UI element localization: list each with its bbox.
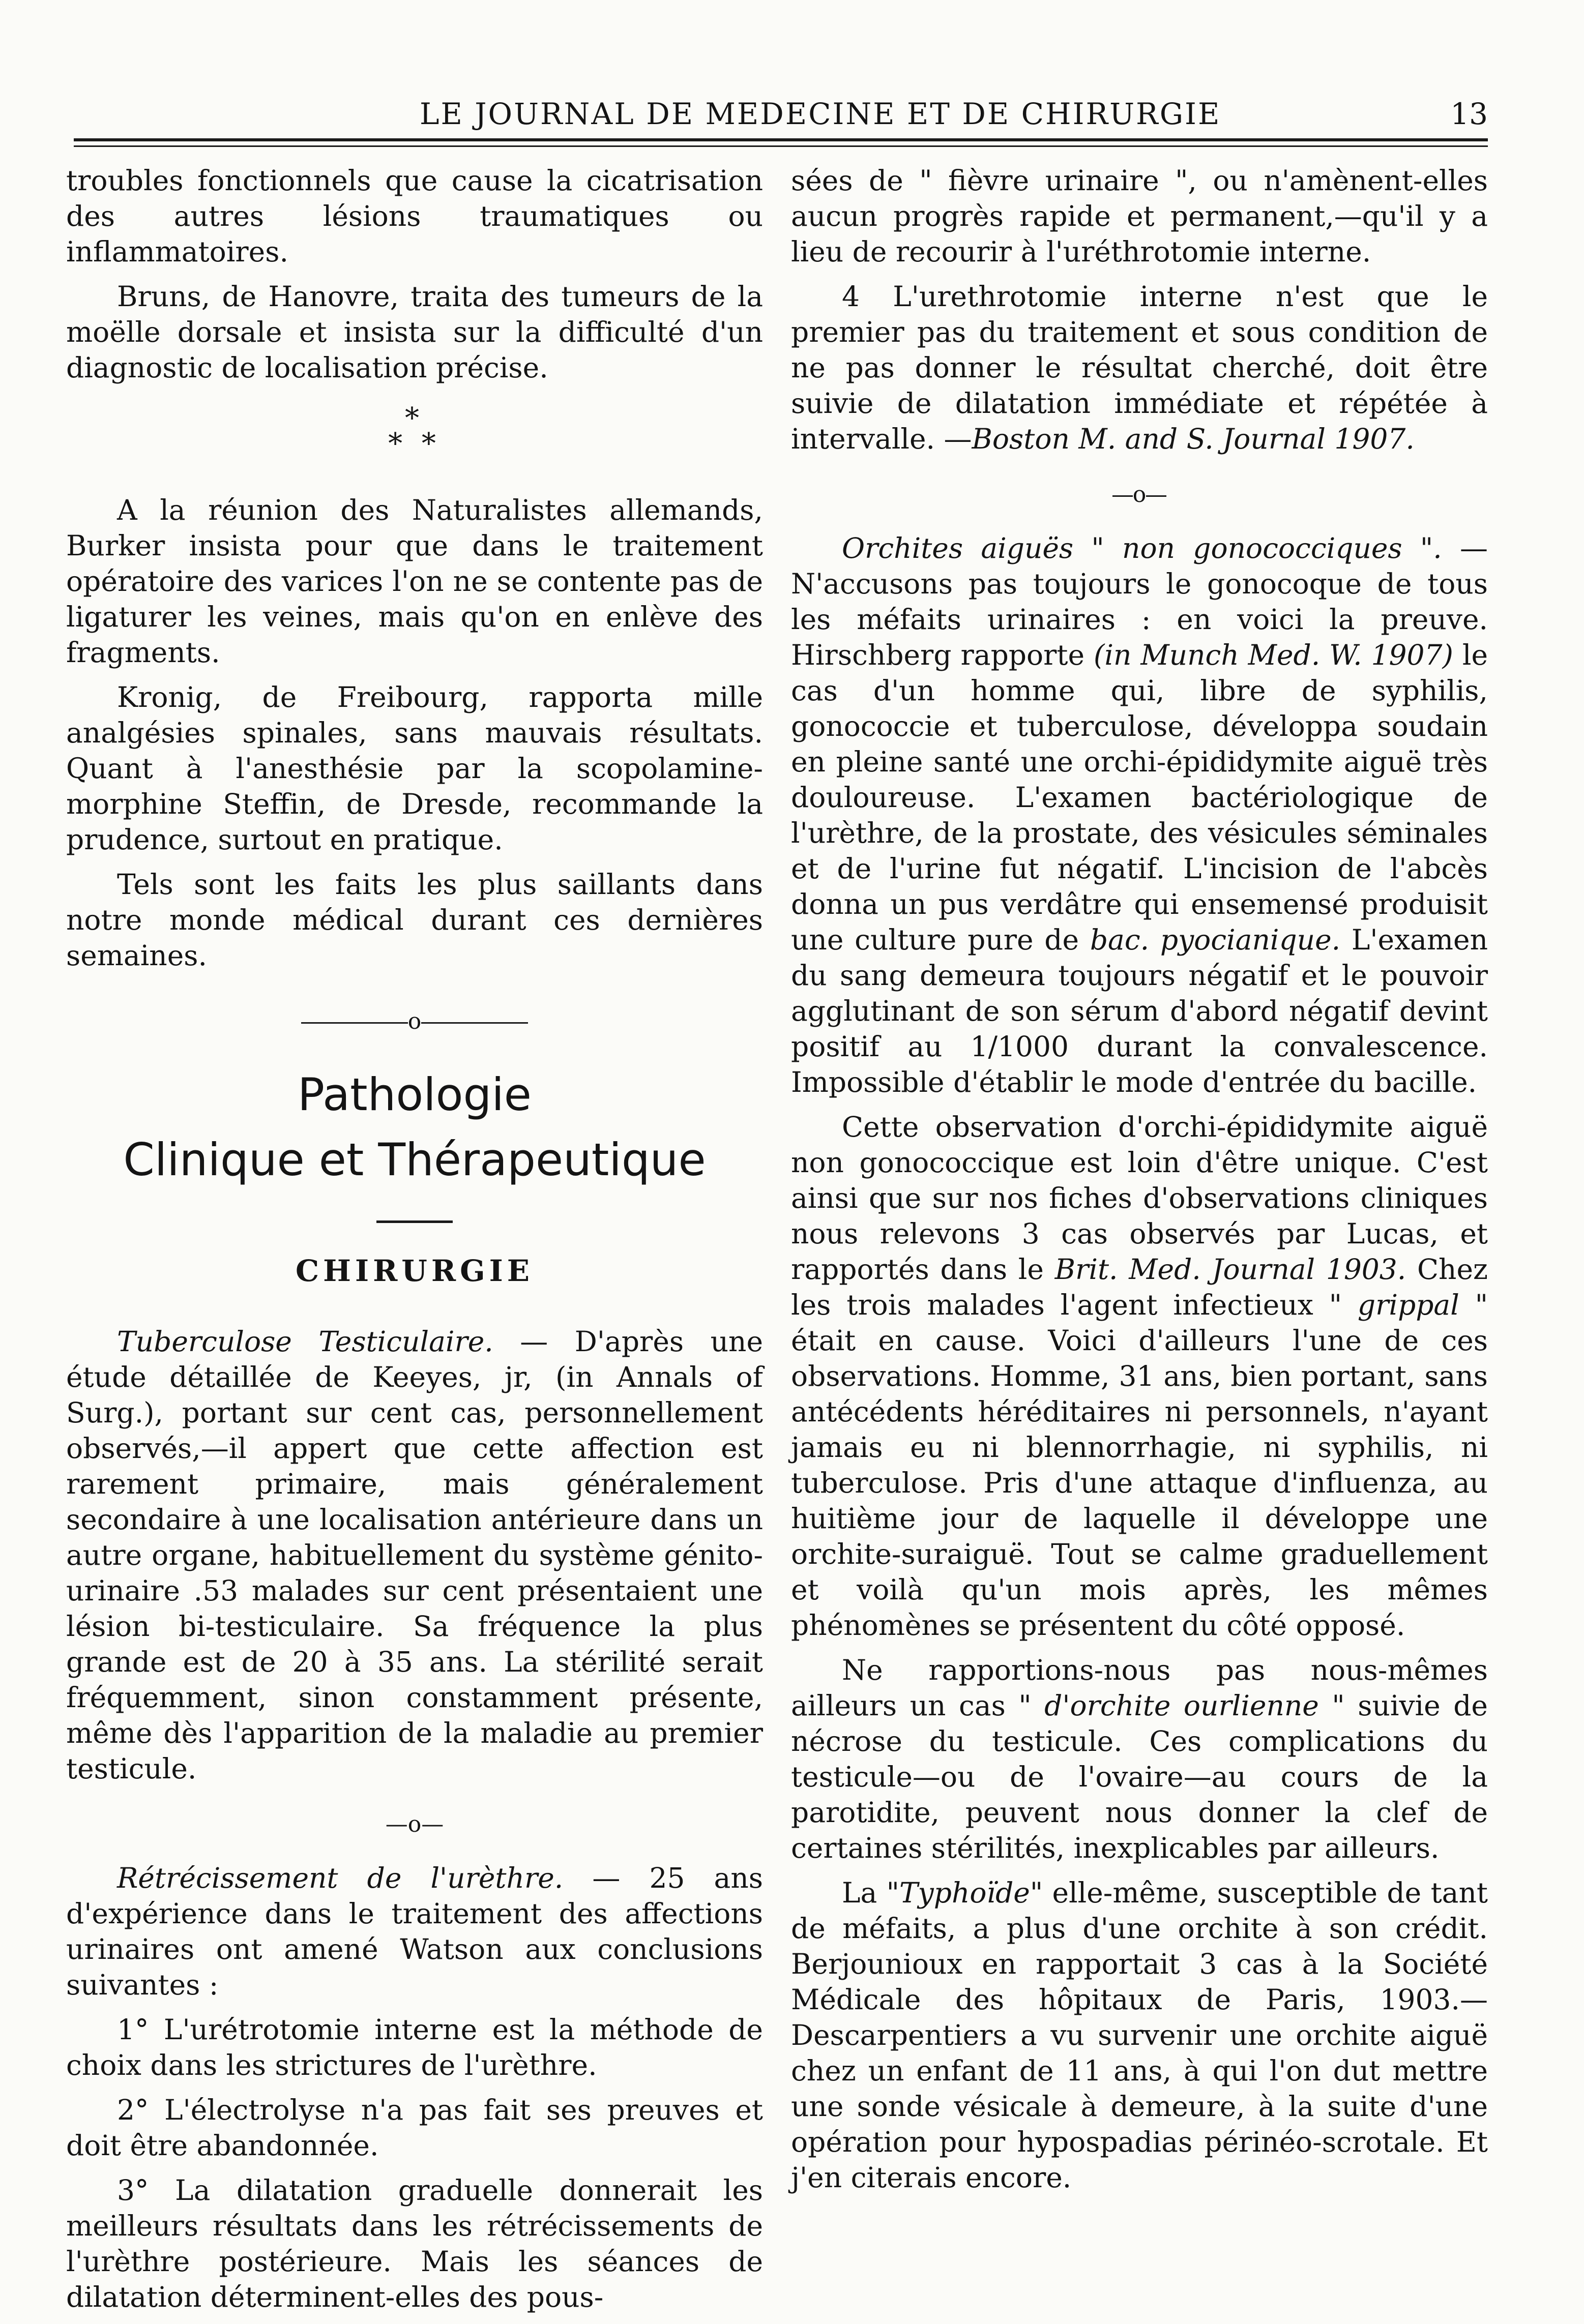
paragraph-text: " suivie de nécrose du testicule. Ces complications du testicule—ou de l'ovaire—au cours de la parotidite, peuvent nous donner la clef de certaines stérilités, inexplicables par ailleurs. bbox=[791, 1689, 1488, 1864]
list-item: 3° La dilatation graduelle donnerait les meilleurs résultats dans les rétrécissements de l'urèthre postérieure. Mais les séances de dilatation déterminent-elles des pous- bbox=[66, 2174, 763, 2313]
list-item bbox=[791, 279, 1488, 457]
paragraph-kronig: Kronig, de Freibourg, rapporta mille analgésies spinales, sans mauvais résultats. Quant à l'anesthésie par la scopolamine-morphine Steffin, de Dresde, recommande la prudence, surtout en pratique. bbox=[66, 681, 763, 856]
italic-term: d'orchite ourlienne bbox=[1044, 1689, 1319, 1722]
paragraph-text: " elle-même, susceptible de tant de méfaits, a plus d'une orchite à son crédit. Berjounioux en rapportait 3 cas à la Société Médicale des hôpitaux de Paris, 1903.—Descarpentiers a vu survenir une orchite aiguë chez un enfant de 11 ans, à qui l'on dut mettre une sonde vésicale à demeure, à la suite d'une opération pour hypospadias périnéo-scrotale. Et j'en citerais encore. bbox=[791, 1876, 1488, 2194]
paragraph-typhoide bbox=[791, 1875, 1488, 2195]
article-text: le cas d'un homme qui, libre de syphilis, gonococcie et tuberculose, développa soudain en pleine santé une orchi-épididymite aiguë très douloureuse. L'examen bactériologique de l'urèthre, de la prostate, des vésicules séminales et de l'urine fut négatif. L'incision de l'abcès donna un pus verdâtre qui ensemensé produisit une culture pure de bbox=[791, 639, 1488, 956]
article-tuberculose bbox=[66, 1324, 763, 1786]
list-item: 2° L'électrolyse n'a pas fait ses preuves et doit être abandonnée. bbox=[66, 2094, 763, 2162]
asterism-top: * bbox=[405, 402, 424, 435]
paragraph-continued: troubles fonctionnels que cause la cicatrisation des autres lésions traumatiques ou inflammatoires. bbox=[66, 164, 763, 268]
header-rule-thin bbox=[74, 145, 1488, 147]
separator-mark: o bbox=[1132, 482, 1147, 508]
paragraph-continued: sées de " fièvre urinaire ", ou n'amènent-elles aucun progrès rapide et permanent,—qu'il y a lieu de recourir à l'uréthrotomie interne. bbox=[791, 164, 1488, 268]
separator-line-right bbox=[421, 1022, 528, 1024]
list-item: 1° L'urétrotomie interne est la méthode de choix dans les strictures de l'urèthre. bbox=[66, 2013, 763, 2081]
article-separator bbox=[791, 482, 1488, 508]
separator-line-left bbox=[301, 1022, 408, 1024]
section-separator bbox=[66, 1009, 763, 1034]
subsection-heading: CHIRURGIE bbox=[296, 1254, 534, 1288]
article-heading: Orchites aiguës " non gonococciques ". bbox=[842, 532, 1442, 564]
citation: Boston M. and S. Journal 1907. bbox=[972, 423, 1415, 455]
right-column bbox=[791, 163, 1488, 2204]
paragraph-burker: A la réunion des Naturalistes allemands, Burker insista pour que dans le traitement opératoire des varices l'on ne se contente pas de ligaturer les veines, mais qu'on en enlève des fragments. bbox=[66, 494, 763, 669]
section-title-line-2: Clinique et Thérapeutique bbox=[123, 1134, 706, 1186]
title-rule bbox=[376, 1220, 453, 1223]
separator-line-right bbox=[1146, 495, 1166, 497]
article-heading: Rétrécissement de l'urèthre. bbox=[117, 1862, 564, 1894]
asterism-bottom: * * bbox=[388, 427, 441, 460]
paragraph-conclusion: Tels sont les faits les plus saillants dans notre monde médical durant ces dernières semaines. bbox=[66, 868, 763, 972]
article-text: —N'accusons pas toujours le gonocoque de tous les méfaits urinaires : en voici la preuve. Hirschberg rapporte bbox=[791, 532, 1488, 671]
paragraph-text: " était en cause. Voici d'ailleurs l'une de ces observations. Homme, 31 ans, bien portant, sans antécédents héréditaires ni personnels, n'ayant jamais eu ni blennorrhagie, ni syphilis, ni tuberculose. Pris d'une attaque d'influenza, au huitième jour de laquelle il développe une orchite-suraiguë. Tout se calme graduellement et voilà qu'un mois après, les mêmes phénomènes se présentent du côté opposé. bbox=[791, 1289, 1488, 1642]
citation: Brit. Med. Journal 1903. bbox=[1054, 1253, 1406, 1286]
paragraph-observation bbox=[791, 1109, 1488, 1643]
article-separator: —o— bbox=[385, 1811, 444, 1837]
separator-line-left bbox=[1112, 495, 1133, 497]
article-orchites bbox=[791, 530, 1488, 1100]
left-column bbox=[66, 163, 763, 2324]
italic-term: grippal bbox=[1357, 1289, 1459, 1321]
paragraph-text: La " bbox=[842, 1876, 899, 1909]
page-number: 13 bbox=[1450, 97, 1488, 131]
running-title: LE JOURNAL DE MEDECINE ET DE CHIRURGIE bbox=[420, 97, 1221, 131]
article-retrecissement bbox=[66, 1860, 763, 2003]
header-rule-thick bbox=[74, 138, 1488, 141]
paragraph-ourlienne bbox=[791, 1652, 1488, 1866]
article-text: — D'après une étude détaillée de Keeyes, jr, (in Annals of Surg.), portant sur cent cas, personnellement observés,—il appert que cette affection est rarement primaire, mais généralement secondaire à une localisation antérieure dans un autre organe, habituellement du système génito-urinaire .53 malades sur cent présentaient une lésion bi-testiculaire. Sa fréquence la plus grande est de 20 à 35 ans. La stérilité serait fréquemment, sinon constamment présente, même dès l'apparition de la maladie au premier testicule. bbox=[66, 1325, 763, 1785]
page-header bbox=[74, 97, 1488, 137]
separator-mark: o bbox=[407, 1008, 422, 1034]
bacillus-name: bac. pyocianique. bbox=[1090, 923, 1341, 956]
asterism-separator bbox=[66, 402, 763, 460]
citation: (in Munch Med. W. 1907) bbox=[1093, 639, 1453, 671]
paragraph-text: Ne rapportions-nous pas nous-mêmes ailleurs un cas " bbox=[791, 1654, 1488, 1722]
list-item-text: 4 L'urethrotomie interne n'est que le premier pas du traitement et sous condition de ne pas donner le résultat cherché, doit être suivie de dilatation immédiate et répétée à intervalle. — bbox=[791, 280, 1488, 455]
article-text: L'examen du sang demeura toujours négatif et le pouvoir agglutinant de son sérum d'abord négatif devint positif au 1/1000 durant la convalescence. Impossible d'établir le mode d'entrée du bacille. bbox=[791, 923, 1488, 1098]
article-heading: Tuberculose Testiculaire. bbox=[117, 1325, 493, 1358]
paragraph-text: Cette observation d'orchi-épididymite aiguë non gonococcique est loin d'être unique. C'est ainsi que sur nos fiches d'observations cliniques nous relevons 3 cas observés par Lucas, et rapportés dans le bbox=[791, 1111, 1488, 1286]
section-title-line-1: Pathologie bbox=[298, 1068, 532, 1121]
article-text: — 25 ans d'expérience dans le traitement des affections urinaires ont amené Watson aux conclusions suivantes : bbox=[66, 1862, 763, 2001]
paragraph-bruns: Bruns, de Hanovre, traita des tumeurs de la moëlle dorsale et insista sur la difficulté d'un diagnostic de localisation précise. bbox=[66, 280, 763, 384]
italic-term: Typhoïde bbox=[899, 1876, 1030, 1909]
paragraph-text: Chez les trois malades l'agent infectieux " bbox=[791, 1253, 1488, 1321]
